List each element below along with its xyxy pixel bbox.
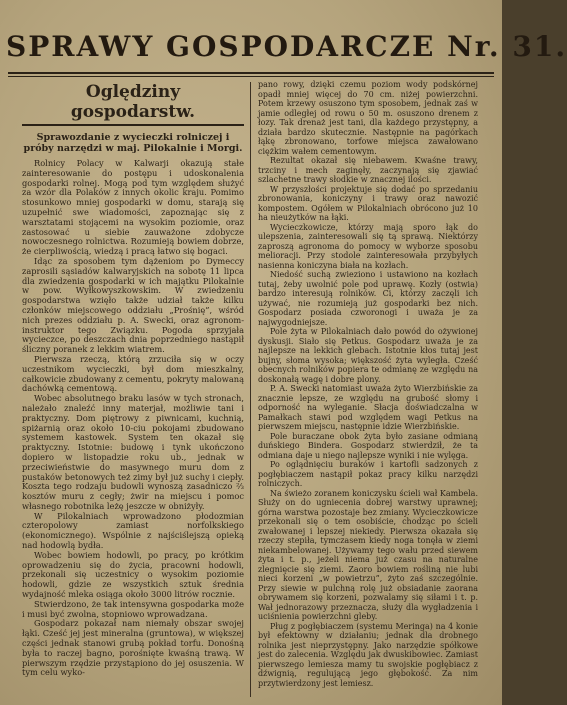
paragraph: Pole buraczane obok żyta było zasiane odmianą duńskiego Bindera. Gospodarz stwierdził, że ta odmiana daje u niego najlepsze wyniki i nie wylęga. xyxy=(258,431,478,460)
paragraph: Stwierdzono, że tak intensywna gospodarka może i musi być zwolna, stopniowo wprowadzana. xyxy=(22,598,244,619)
paragraph: Na świeżo zoranem koniczysku ścieli wał Kambela. Służy on do ugniecenia dobrej warstwy uprawnej; górna warstwa pozostaje bez zmiany. Wycieczkowicze przekonali się o tem osobiście, chodząc po ścieli zwałowanej i lepszej niekiedy. Pierwsza okazała się rzeczy stepiła, tymczasem kiedy noga tonęła w ziemi niekambelowanej. Używamy tego wału przed siewem żyta i t. p., jeżeli niema już czasu na naturalne zlegnięcie się ziemi. Zaoro bowiem rośliną nie lubi nieci korzeni „w powietrzu”, żyto zaś szczególnie. Przy siewie w pulchną rolę już obsiadanie zaorana obrywamem się korzeni, pozwalamy się siłami i t. p. Wał jednorazowy przeznacza, służy dla wygładzenia i uciśnienia powierzchni gleby. xyxy=(258,488,478,621)
paragraph: W przyszłości projektuje się dodać po sprzedaniu zbronowania, koniczyny i trawy oraz nawozić kompostem. Ogółem w Pilokalniach obrócono już 10 ha nieużytków na łąki. xyxy=(258,184,478,222)
article-subtitle: Sprawozdanie z wycieczki rolniczej i próby narzędzi w maj. Pilokalnie i Morgi. xyxy=(23,132,243,154)
paragraph: Rolnicy Polacy w Kalwarji okazują stałe zainteresowanie do postępu i udoskonalenia gospodarki rolnej. Mogą pod tym względem służyć za wzór dla Polaków z innych okolic kraju. Pomimo stosunkowo mniej gospodarki w domu, starają się uzupełnić swe wiadomości, zapoznając się z warsztatami stojącemi na wysokim poziomie, oraz zastosować u siebie zauważone zdobycze nowoczesnego rolnictwa. Rozumieją bowiem dobrze, że cierpliwością, wiedzą i pracą łatwo się bogaci. xyxy=(22,158,244,257)
paragraph: Idąc za sposobem tym dążeniom po Dymeccy zaprosili sąsiadów kalwaryjskich na sobotę 11 lipca dla zwiedzenia gospodarki w ich majątku Pilokalnie w pow. Wyłkowyszkowskim. W zwiedzeniu gospodarstwa wzięło także udział także kilku członków miejscowego oddziału „Prośnię”, wśród nich prezes oddziału p. A. Swecki, oraz agronom-instruktor tego Związku. Pogoda sprzyjała wycieczce, po deszczach dnia poprzedniego nastąpił śliczny poranek z lekkim wiatrem. xyxy=(22,255,244,355)
left-column xyxy=(22,80,244,678)
masthead-rule xyxy=(8,72,494,74)
paragraph: Pierwsza rzeczą, którą zrzuciła się w oczy uczestnikom wycieczki, był dom mieszkalny, całkowicie zbudowany z cementu, pokryty malowaną dachówką cementową. xyxy=(22,353,244,394)
masthead: SPRAWY GOSPODARCZE Nr. 31. xyxy=(6,30,567,63)
paragraph: Niedość suchą zwieziono i ustawiono na kozłach tutaj, żeby uwolnić pole pod uprawę. Kozły (ostwia) bardzo interesują rolników. Ci, którzy zaczęli ich używać, nie rozumieją już gospodarki bez nich. Gospodarz posiada czworonogi i uważa je za najwygodniejsze. xyxy=(258,270,478,327)
paragraph: Wobec bowiem hodowli, po pracy, po krótkim oprowadzeniu się do życia, pracowni hodowli, przekonali się uczestnicy o wysokim poziomie hodowli, gdzie ze wszystkich sztuk średnia wydajność mleka osiąga około 3000 litrów rocznie. xyxy=(22,549,244,600)
paragraph: Pług z pogłębiaczem (systemu Meringa) na 4 konie był efektowny w działaniu; jednak dla drobnego rolnika jest nieprzystępny. Jako narzędzie spółkowe jest do zalecenia. Względu jak dwuskibowiec. Zamiast pierwszego lemiesza mamy tu swojskie pogłębiacz z dźwignią, regulującą jego głębokość. Za nim przytwierdzony jest lemiesz. xyxy=(258,621,478,688)
column-divider xyxy=(250,82,251,697)
paragraph: pano rowy, dzięki czemu poziom wody podskórnej opadł mniej więcej do 70 cm. niżej powierzchni. Potem krzewy osuszono tym sposobem, jednak zaś w jamie odległej od rowu o 50 m. osuszono drenem z łozy. Tak drenaż jest tani, dla każdego przystępny, a działa bardzo skutecznie. Następnie na pagórkach łąkę zbronowano, torfowe miejsca zawałowano ciężkim wałem cementowym. xyxy=(258,80,478,156)
article-title: Oględziny gospodarstw. xyxy=(22,82,244,126)
right-column xyxy=(258,80,478,688)
masthead-rule-thin xyxy=(8,76,494,77)
paragraph: Wycieczkowicze, którzy mają sporo łąk do ulepszenia, zainteresowali się tą sprawą. Niektórzy zaproszą agronoma do pomocy w wyborze sposobu melioracji. Przy stodole zainteresowała przybyłych nasienna koniczyna biała na kozłach. xyxy=(258,222,478,270)
paragraph: Rezultat okazał się niebawem. Kwaśne trawy, trzciny i mech zaginęły, zaczynają się zjawiać szlachetne trawy słodkie w znacznej ilości. xyxy=(258,156,478,184)
paragraph: W Pilokalniach wprowadzono płodozmian czteropolowy zamiast norfolkskiego (ekonomicznego). Wspólnie z najściślejszą opieką nad hodowlą bydła. xyxy=(22,510,244,551)
paragraph: Pole żyta w Pilokalniach dało powód do ożywionej dyskusji. Siało się Petkus. Gospodarz uważa je za najlepsze na lekkich glebach. Istotnie kłos tutaj jest bujny, słoma wysoka; większość żyta wyległa. Cześć obecnych rolników popiera te odmianę ze względu na doskonałą wagę i dobre plony. xyxy=(258,327,478,384)
paragraph: Gospodarz pokazał nam niemały obszar swojej łąki. Cześć jej jest mineralna (gruntowa), w większej części jednak stanowi grubą pokład torfu. Donośną była to raczej bagno, porośnięte kwaśną trawą. W pierwszym rzędzie przystąpiono do jej osuszenia. W tym celu wyko- xyxy=(22,618,244,678)
paragraph: Po oglądnięciu buraków i kartofli sadzonych z pogłębiaczem nastąpił pokaz pracy kilku narzędzi rolniczych. xyxy=(258,460,478,488)
paragraph: P. A. Swecki natomiast uważa żyto Wierzbińskie za znacznie lepsze, ze względu na grubość słomy i odporność na wyleganie. Słacja doświadczalna w Pamałkach stawi pod względem wagi Petkus na pierwszem miejscu, następnie idzie Wierzbińskie. xyxy=(258,384,478,431)
paragraph: Wobec absolutnego braku lasów w tych stronach, należało znaleźć inny materjał, możliwie tani i praktyczny. Dom piętrowy z piwnicami, kuchnią, spiżarnią oraz około 10-ciu pokojami zbudowano systemem kastowek. System ten okazał się praktyczny. Istotnie: budowę i tynk ukończono dopiero w listopadzie roku ub., jednak w przeciwieństwie do masywnego muru dom z pustaków betonowych też zimy był już suchy i ciepły. Koszta tego rodzaju budowli wynoszą zasadniczo ⅔ kosztów muru z cegły; żwir na miejscu i pomoc własnego robotnika leżę jeszcze w obniżyły. xyxy=(22,393,244,511)
